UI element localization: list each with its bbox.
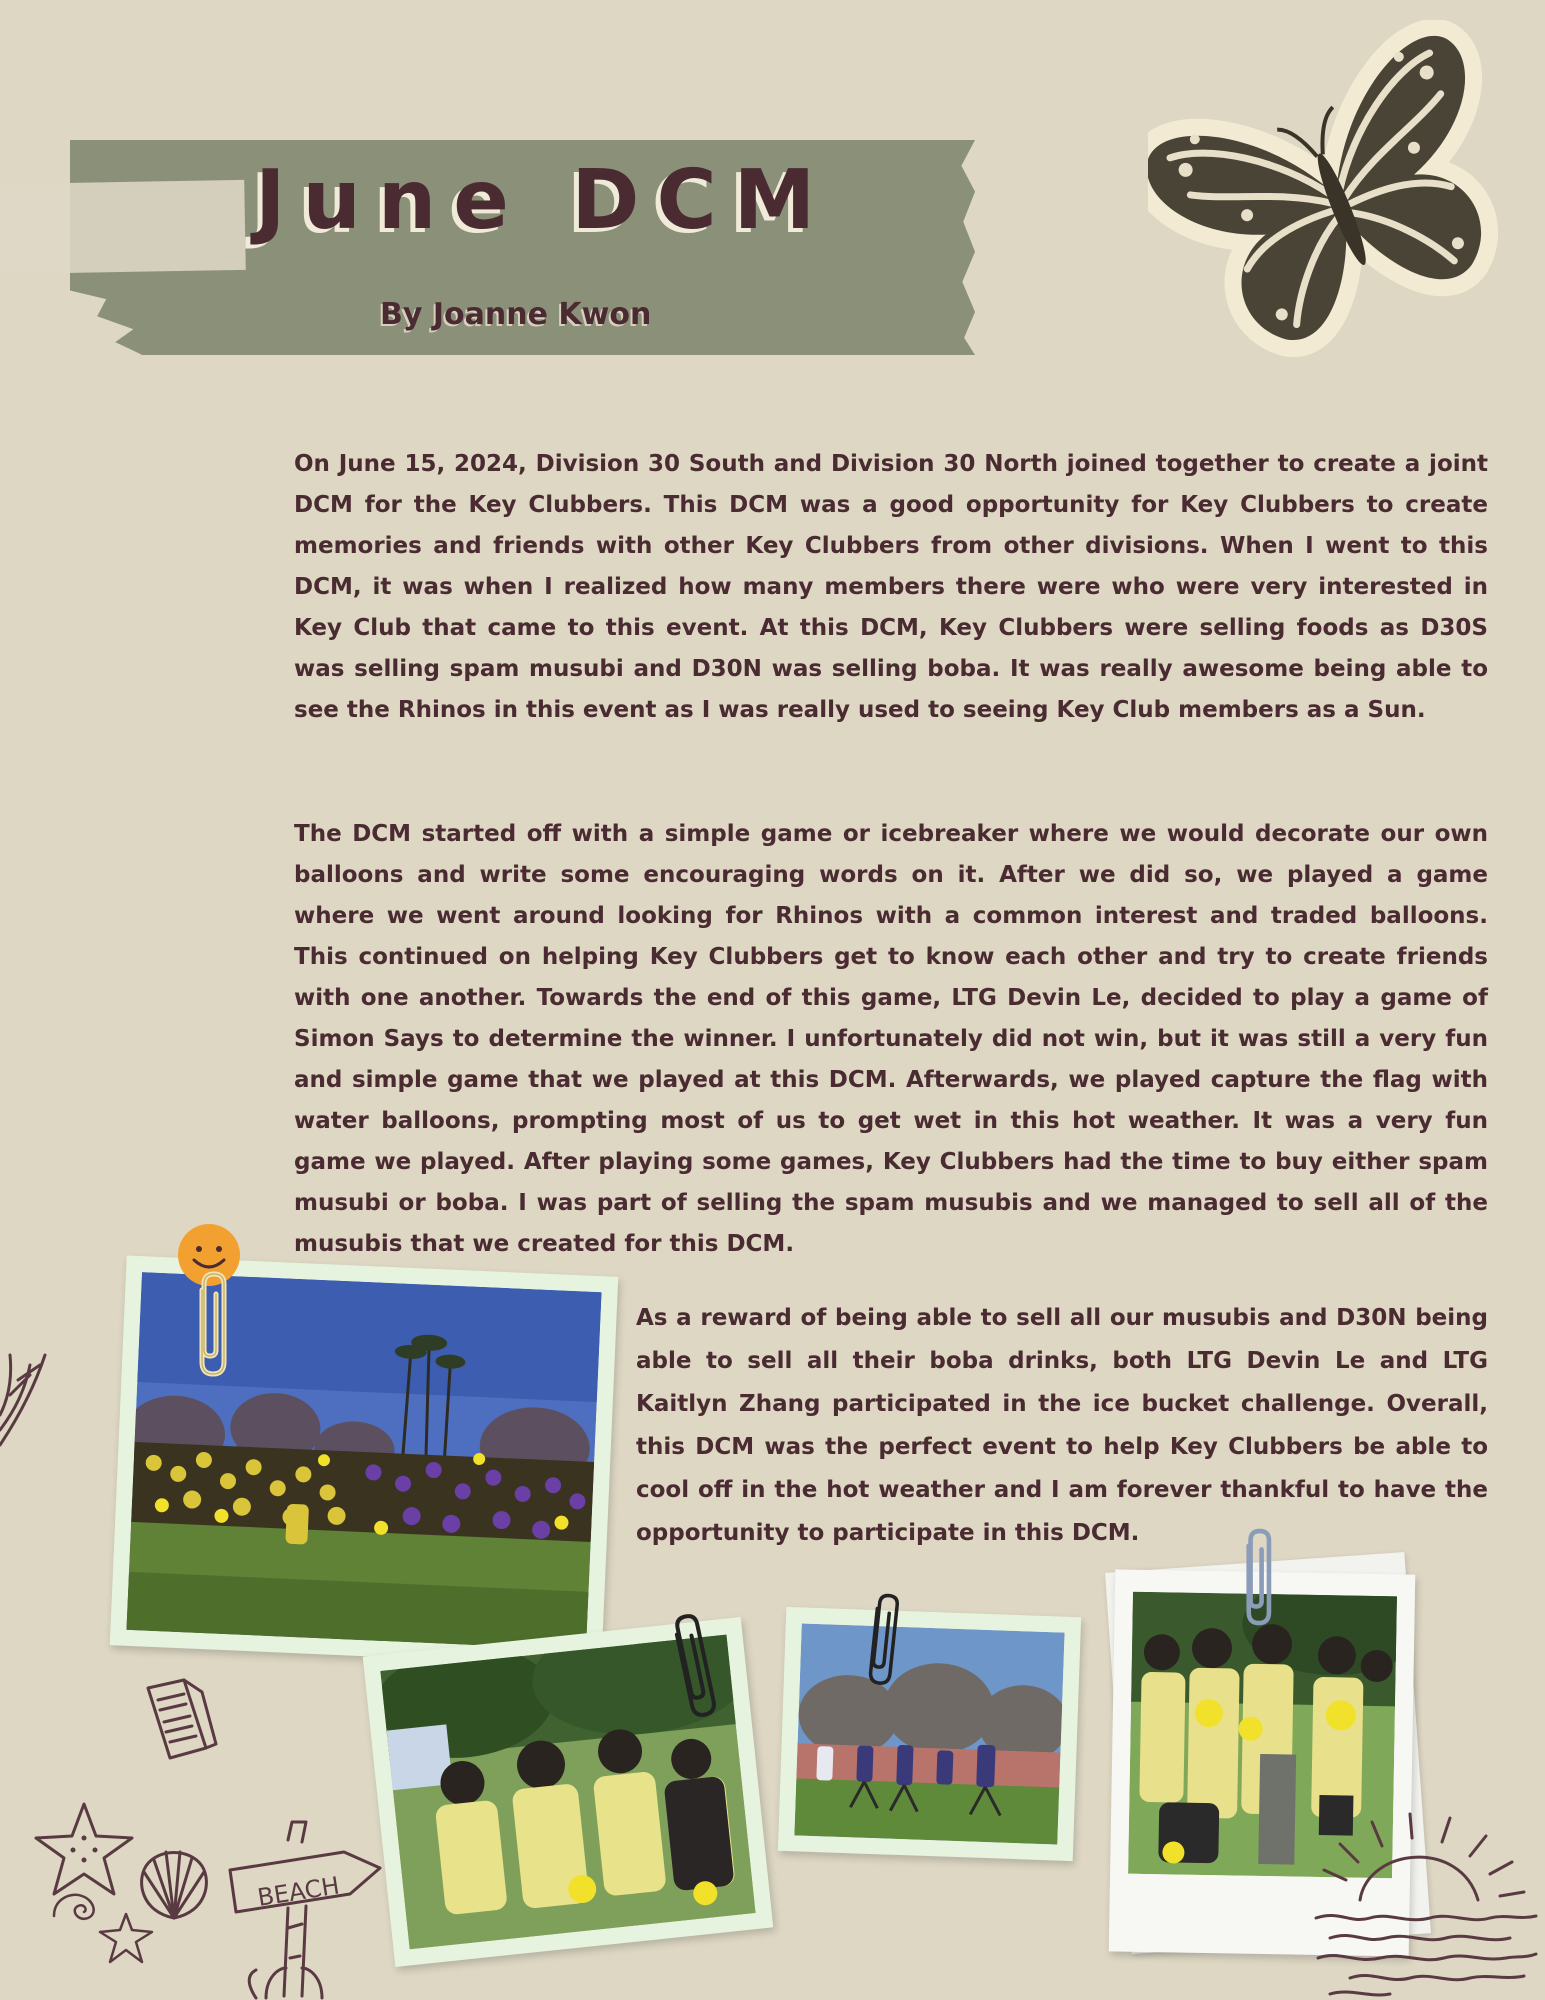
leaf-icon <box>0 1335 55 1455</box>
beach-sign-icon <box>226 1818 386 2000</box>
author-byline: By Joanne Kwon <box>380 297 652 332</box>
game-photo <box>778 1607 1081 1861</box>
page-title: June DCM <box>255 153 833 248</box>
article-paragraph-1: On June 15, 2024, Division 30 South and Division 30 North joined together to create a joint DCM for the Key Clubbers. This DCM was a good opportunity for Key Clubbers to create memories and friends with other Key Clubbers from other divisions. When I went to this DCM, it was when I realized how many members there were who were very interested in Key Club that came to this event. At this DCM, Key Clubbers were selling foods as D30S was selling spam musubi and D30N was selling boba. It was really awesome being able to see the Rhinos in this event as I was really used to seeing Key Club members as a Sun. <box>294 451 1488 723</box>
game-photo-image <box>794 1623 1064 1844</box>
sunset-icon <box>1310 1808 1540 2000</box>
butterfly-icon <box>1148 20 1528 380</box>
paperclip-icon <box>186 1270 236 1380</box>
newspaper-icon <box>140 1674 220 1766</box>
article-paragraph-2: The DCM started off with a simple game or icebreaker where we would decorate our own balloons and write some encouraging words on it. After we did so, we played a game where we went around looking for Rhinos with a common interest and traded balloons. This continued on helping Key Clubbers get to know each other and try to create friends with one another. Towards the end of this game, LTG Devin Le, decided to play a game of Simon Says to determine the winner. I unfortunately did not win, but it was still a very fun and simple game that we played at this DCM. Afterwards, we played capture the flag with water balloons, prompting most of us to get wet in this hot weather. It was a very fun game we played. After playing some games, Key Clubbers had the time to buy either spam musubi or boba. I was part of selling the spam musubis and we managed to sell all of the musubis that we created for this DCM. <box>294 821 1488 1257</box>
paperclip-icon <box>1234 1526 1280 1630</box>
article-paragraph-3: As a reward of being able to sell all our musubis and D30N being able to sell all their boba drinks, both LTG Devin Le and LTG Kaitlyn Zhang participated in the ice bucket challenge. Overall, this DCM was the perfect event to help Key Clubbers be able to cool off in the hot weather and I am forever thankful to have the opportunity to participate in this DCM. <box>636 1305 1488 1546</box>
tape-strip <box>0 180 246 274</box>
seashell-icon <box>132 1842 216 1924</box>
beach-sign-text: BEACH <box>255 1871 342 1912</box>
seashell-icon <box>48 1886 108 1926</box>
